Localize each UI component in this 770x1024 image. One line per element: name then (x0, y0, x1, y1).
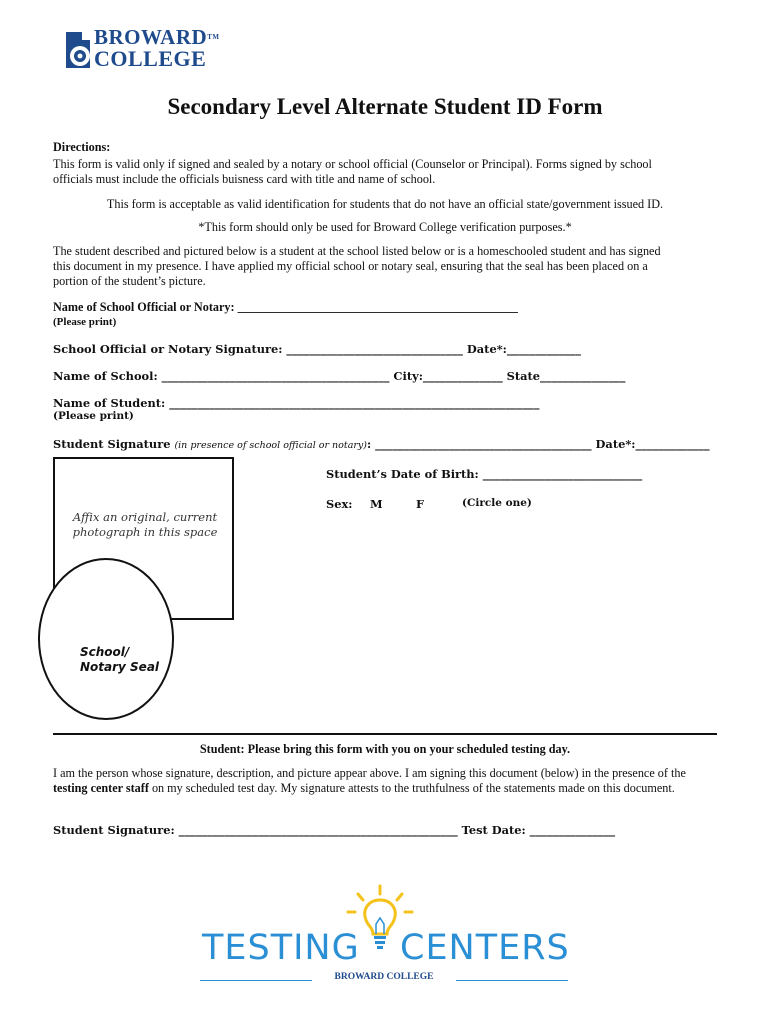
student-para-line2 (53, 781, 675, 796)
section-divider (53, 733, 717, 735)
directions-para4-line3: portion of the student’s picture. (53, 274, 206, 288)
directions-para1-line2: officials must include the officials buisness card with title and name of school. (53, 172, 436, 186)
broward-college-logo (60, 26, 230, 74)
official-signature-field[interactable]: School Official or Notary Signature: _______________________________ Date*:_____________ (53, 342, 581, 356)
directions-para4-line1: The student described and pictured below is a student at the school listed below or is a homeschooled student and has signed (53, 244, 661, 258)
please-print-1: (Please print) (53, 316, 117, 328)
notary-seal-circle (38, 558, 174, 720)
directions-para3: *This form should only be used for Broward College verification purposes.* (198, 220, 572, 234)
seal-line-2: Notary Seal (80, 660, 160, 674)
testing-centers-left: TESTING (202, 928, 360, 968)
directions-heading: Directions: (53, 140, 111, 154)
broward-logo-mark-icon (60, 28, 96, 72)
testing-centers-right: CENTERS (400, 928, 570, 968)
directions-para1-line1: This form is valid only if signed and sealed by a notary or school official (Counselor or Principal). Forms signed by school (53, 157, 652, 171)
please-print-2: (Please print) (53, 410, 134, 422)
sex-label: Sex: (326, 497, 353, 511)
footer-broward-college: BROWARD COLLEGE (334, 972, 434, 982)
seal-label (80, 645, 159, 675)
student-section-heading (0, 742, 770, 757)
student-final-signature-field[interactable]: Student Signature: _________________________________________________ Test Date: _______________ (53, 823, 616, 837)
dob-field[interactable]: Student’s Date of Birth: ____________________________ (326, 467, 643, 481)
student-name-field[interactable]: Name of Student: _________________________________________________________________ (53, 396, 540, 410)
student-sig-label: Student Signature (53, 437, 171, 451)
logo-line-broward: BROWARD™ (94, 25, 220, 49)
sex-option-f[interactable]: F (416, 497, 425, 511)
student-heading-rest: Please bring this form with you on your scheduled testing day. (244, 742, 571, 756)
school-name-field[interactable]: Name of School: ________________________________________ City:______________ State_______________ (53, 369, 626, 383)
directions-para2: This form is acceptable as valid identification for students that do not have an official state/government issued ID. (106, 197, 664, 211)
photo-instructions (60, 510, 230, 540)
student-heading-bold: Student: (199, 742, 245, 756)
directions-para4-line2: this document in my presence. I have applied my official school or notary seal, ensuring that the seal has been placed on a (53, 259, 648, 273)
photo-line-2: photograph in this space (72, 525, 218, 539)
seal-line-1: School/ (80, 645, 130, 659)
sex-option-m[interactable]: M (370, 497, 383, 511)
student-para-line1: I am the person whose signature, description, and picture appear above. I am signing this document (below) in the presence of the (53, 766, 686, 780)
page-title: Secondary Level Alternate Student ID Form (167, 94, 603, 119)
student-para-line2-rest: on my scheduled test day. My signature attests to the truthfulness of the statements made on this document. (148, 781, 675, 795)
logo-line-college: COLLEGE (94, 46, 207, 71)
circle-one-note: (Circle one) (462, 497, 532, 509)
student-signature-field[interactable] (53, 437, 710, 451)
testing-center-staff: testing center staff (53, 781, 149, 795)
official-name-field[interactable]: Name of School Official or Notary: ______________________________________________ (53, 300, 518, 314)
photo-line-1: Affix an original, current (72, 510, 218, 524)
student-sig-note: (in presence of school official or notary) (174, 440, 367, 451)
student-sig-line: : ______________________________________ Date*:_____________ (367, 437, 710, 451)
